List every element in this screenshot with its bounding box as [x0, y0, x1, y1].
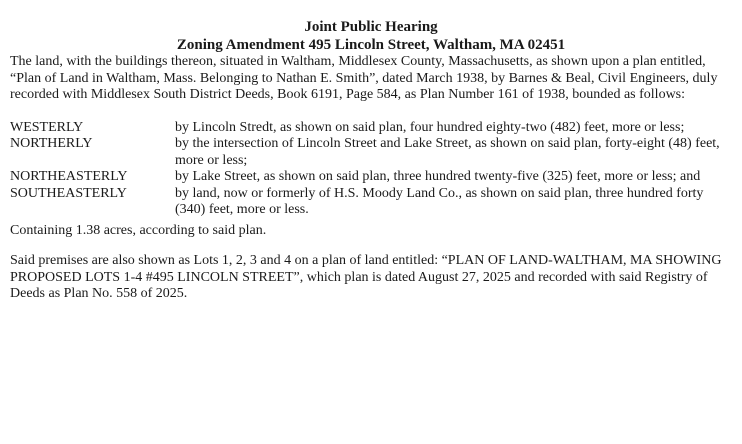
- bound-direction: NORTHERLY: [10, 136, 93, 151]
- page-title: Joint Public Hearing: [304, 19, 438, 35]
- bound-direction: WESTERLY: [10, 119, 84, 135]
- bound-row-southeasterly: [10, 186, 732, 219]
- bound-description: by Lincoln Stredt, as shown on said plan, four hundred eighty-two (482) feet, more or less;: [175, 119, 685, 135]
- bounds-list: [10, 120, 732, 219]
- spacer: [10, 239, 732, 253]
- bound-row-northeasterly: [10, 169, 732, 186]
- bound-row-westerly: [10, 120, 732, 137]
- bound-description: by Lake Street, as shown on said plan, three hundred twenty-five (325) feet, more or less; and: [175, 169, 701, 184]
- bound-description: by land, now or formerly of H.S. Moody Land Co., as shown on said plan, three hundred forty (340) feet, more or less.: [175, 185, 704, 217]
- bound-row-northerly: [10, 136, 732, 169]
- closing-paragraph: Said premises are also shown as Lots 1, 2, 3 and 4 on a plan of land entitled: “PLAN OF LAND-WALTHAM, MA SHOWING PROPOSED LOTS 1-4 #495 LINCOLN STREET”, which plan is dated August 27, 2025 and recorded with said Registry of Deeds as Plan No. 558 of 2025.: [10, 253, 722, 301]
- bound-description: by the intersection of Lincoln Street and Lake Street, as shown on said plan, forty-eight (48) feet, more or less;: [175, 136, 720, 168]
- bound-direction: SOUTHEASTERLY: [10, 185, 127, 201]
- bound-direction: NORTHEASTERLY: [10, 169, 128, 184]
- containing-statement: Containing 1.38 acres, according to said plan.: [10, 222, 267, 238]
- intro-paragraph: The land, with the buildings thereon, situated in Waltham, Middlesex County, Massachusetts, as shown upon a plan entitled, “Plan of Land in Waltham, Mass. Belonging to Nathan E. Smith”, dated March 1938, by Barnes & Beal, Civil Engineers, duly recorded with Middlesex South District Deeds, Book 6191, Page 584, as Plan Number 161 of 1938, bounded as follows:: [10, 54, 718, 102]
- page-subtitle: Zoning Amendment 495 Lincoln Street, Waltham, MA 02451: [176, 37, 566, 53]
- spacer: [10, 104, 732, 120]
- legal-notice: [10, 18, 732, 303]
